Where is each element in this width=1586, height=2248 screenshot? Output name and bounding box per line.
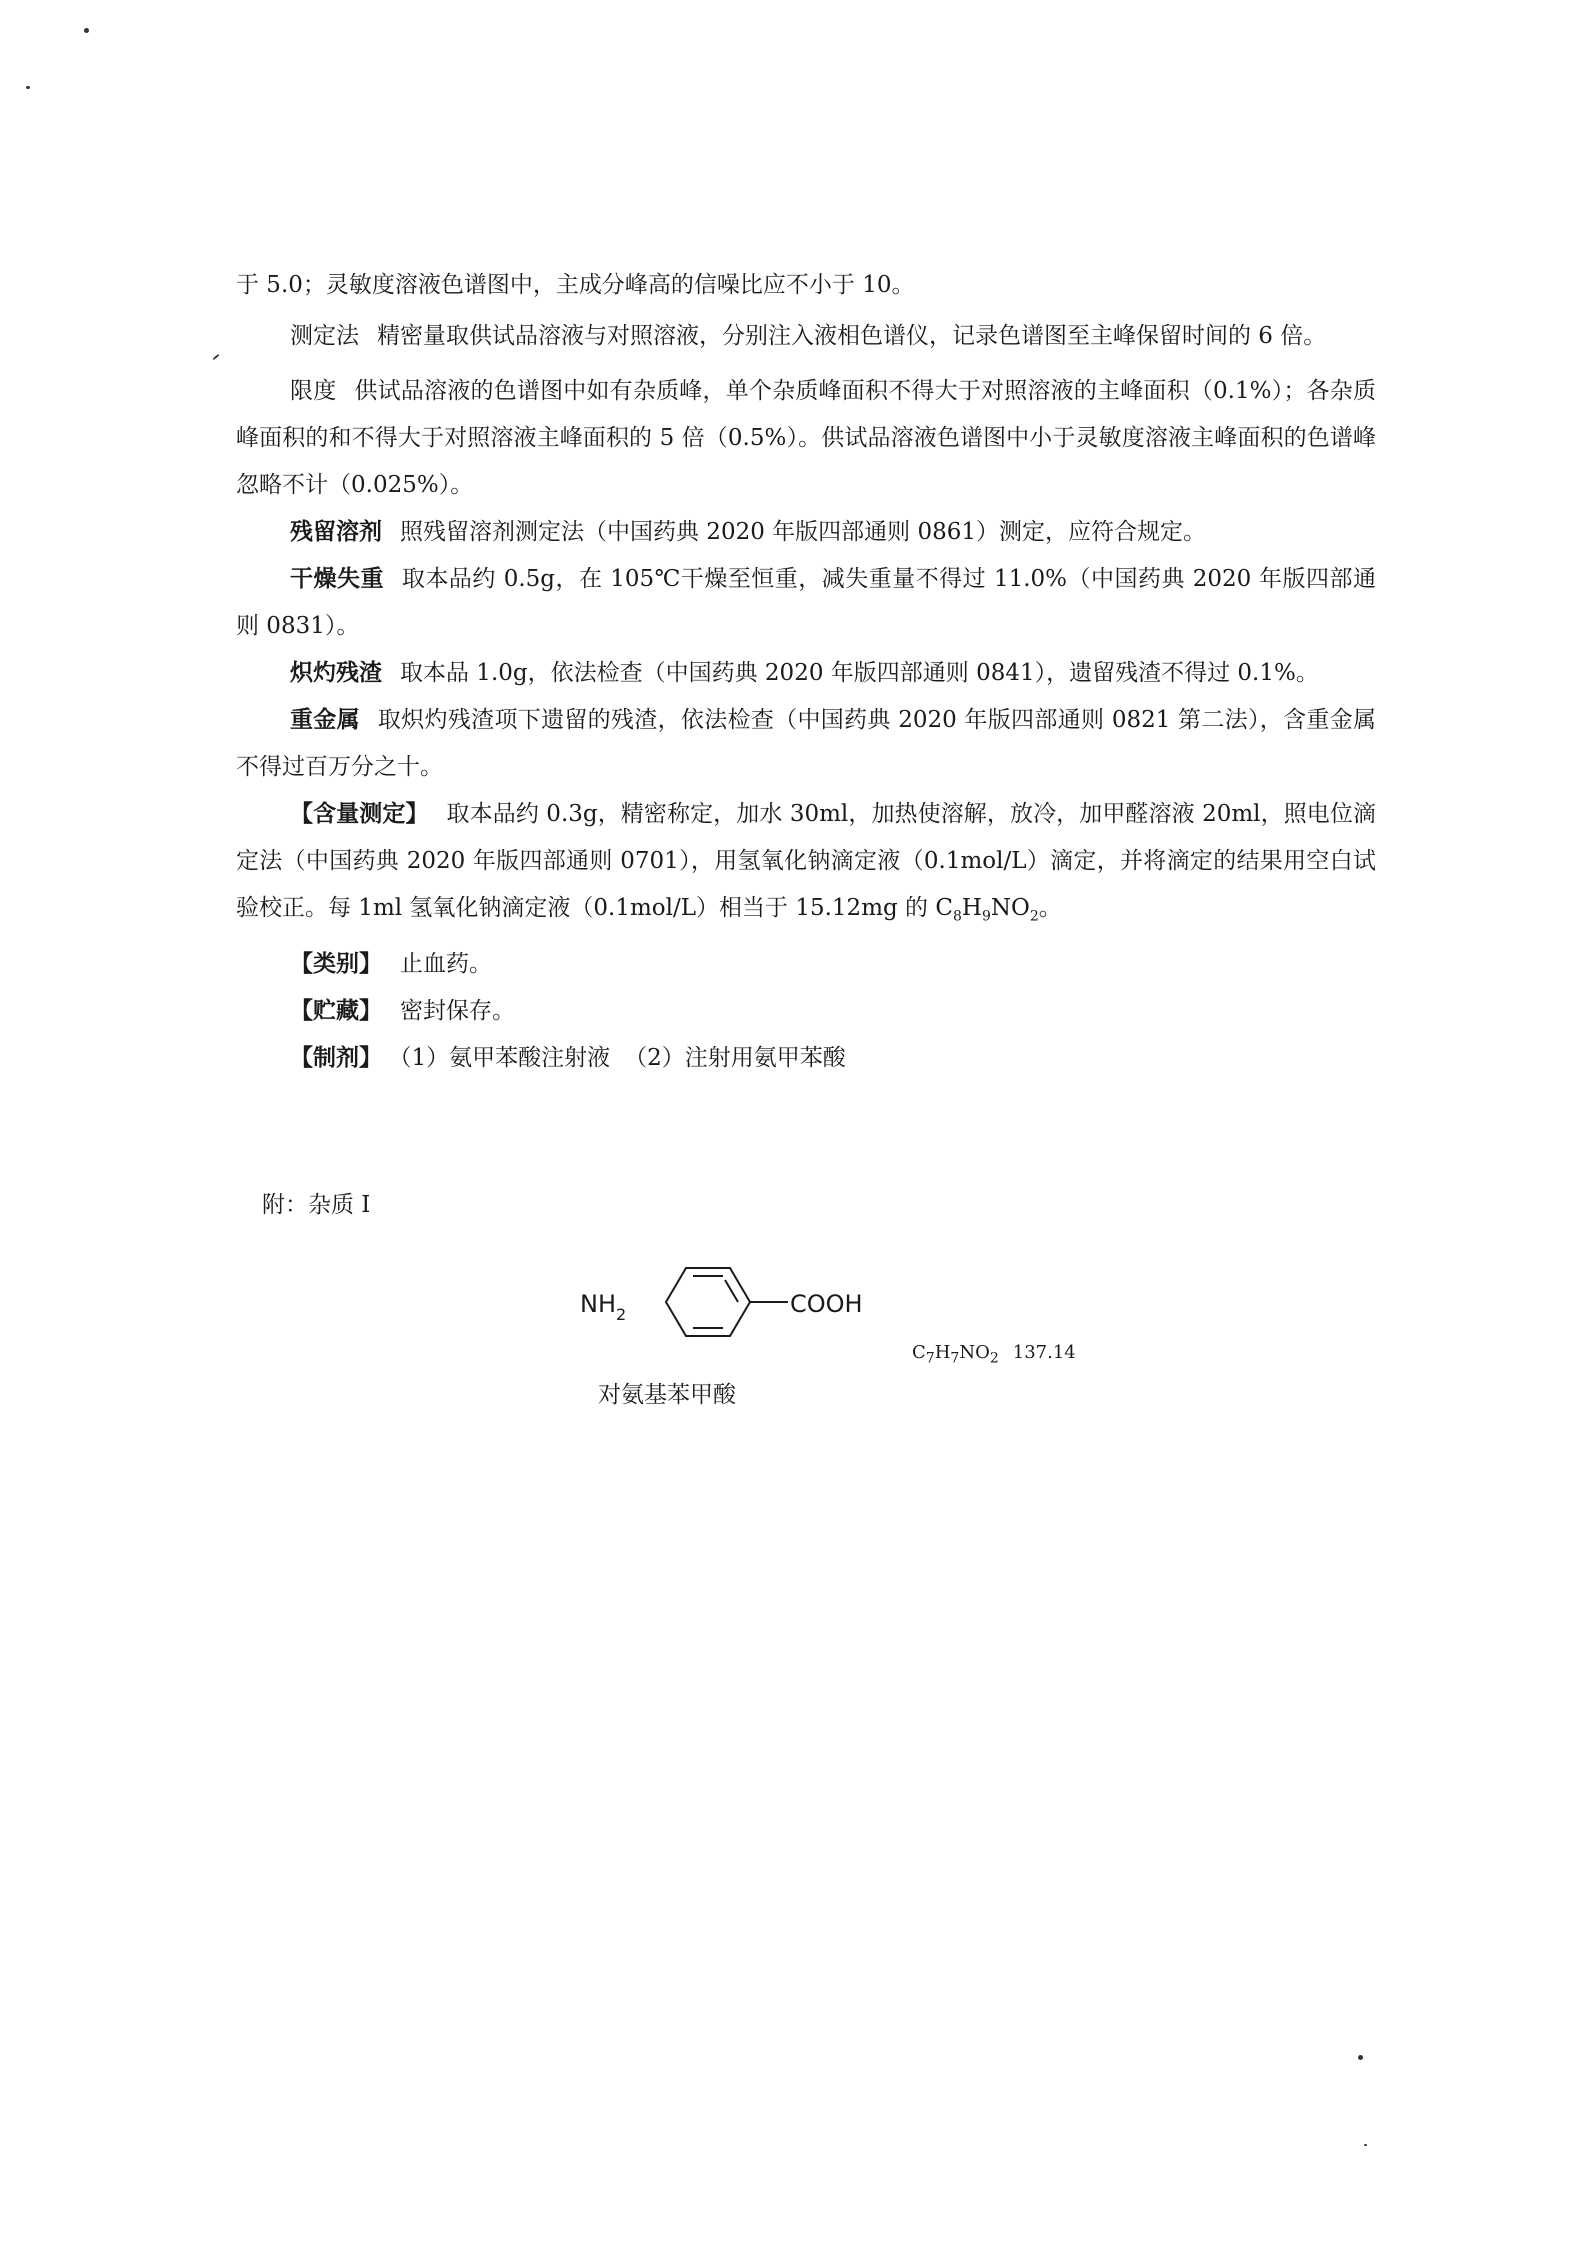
paragraph-label: 残留溶剂: [290, 519, 382, 545]
formula-o: O: [1010, 895, 1030, 921]
paragraph-residue-on-ignition: [236, 650, 1376, 697]
formula-h: H: [961, 895, 982, 921]
formula-o-count: 2: [989, 1350, 999, 1367]
paragraph-limit: [236, 368, 1376, 509]
paragraph-text: 密封保存。: [400, 997, 515, 1024]
paragraph-label: 测定法: [290, 323, 359, 349]
formula-end: 。: [1038, 895, 1062, 921]
preparation-2: （2）注射用氨甲苯酸: [624, 1044, 846, 1071]
paragraph-text: 取本品约 0.5g，在 105℃干燥至恒重，减失重量不得过 11.0%（中国药典 2020 年版四部通则 0831）。: [236, 566, 1377, 639]
paragraph-label: 【类别】: [290, 950, 382, 977]
paragraph-category: [236, 941, 1376, 988]
paragraph-label: 炽灼残渣: [290, 660, 382, 686]
formula-h-count: 7: [950, 1350, 960, 1367]
amino-group: [580, 1290, 626, 1324]
formula-n: N: [990, 895, 1011, 921]
scan-speck: [212, 354, 219, 361]
paragraph-heavy-metals: [236, 697, 1376, 791]
paragraph-continuation: [236, 262, 1376, 309]
paragraph-text: 取本品 1.0g，依法检查（中国药典 2020 年版四部通则 0841），遗留残渣不得过 0.1%。: [400, 660, 1319, 686]
formula-o-count: 2: [1029, 908, 1039, 925]
paragraph-label: 限度: [290, 378, 337, 404]
scan-speck: [1358, 2055, 1363, 2060]
formula-c-count: 7: [925, 1350, 935, 1367]
formula-c: C: [912, 1342, 926, 1363]
paragraph-text: 照残留溶剂测定法（中国药典 2020 年版四部通则 0861）测定，应符合规定。: [400, 519, 1206, 545]
molecular-weight: 137.14: [1012, 1342, 1076, 1363]
preparation-1: （1）氨甲苯酸注射液: [400, 1044, 611, 1071]
impurity-formula: [912, 1342, 1076, 1367]
paragraph-text: 取本品约 0.3g，精密称定，加水 30ml，加热使溶解，放冷，加甲醛溶液 20ml，照电位滴定法（中国药典 2020 年版四部通则 0701），用氢氧化钠滴定液（0.1mol/L）滴定，并将滴定的结果用空白试验校正。每 1ml 氢氧化钠滴定液（0.1mol/L）相当于 15.12mg 的: [236, 801, 1376, 921]
paragraph-text: 止血药。: [400, 950, 492, 977]
paragraph-preparations: [236, 1035, 1376, 1082]
formula-no: NO: [959, 1342, 990, 1363]
scan-speck: [26, 86, 30, 89]
formula-h-count: 9: [981, 908, 991, 925]
attachment-label: 附：杂质 I: [262, 1192, 371, 1218]
paragraph-label: 【贮藏】: [290, 997, 382, 1024]
paragraph-loss-on-drying: [236, 556, 1376, 650]
paragraph-storage: [236, 988, 1376, 1035]
paragraph-text: 供试品溶液的色谱图中如有杂质峰，单个杂质峰面积不得大于对照溶液的主峰面积（0.1%）；各杂质峰面积的和不得大于对照溶液主峰面积的 5 倍（0.5%）。供试品溶液色谱图中小于灵敏度溶液主峰面积的色谱峰忽略不计（0.025%）。: [236, 378, 1377, 498]
formula-c: C: [935, 895, 953, 921]
scan-speck: [1364, 2144, 1367, 2146]
paragraph-text: 取炽灼残渣项下遗留的残渣，依法检查（中国药典 2020 年版四部通则 0821 第二法），含重金属不得过百万分之十。: [236, 707, 1376, 780]
paragraph-label: 重金属: [290, 707, 360, 733]
carboxyl-group: COOH: [790, 1290, 863, 1318]
paragraph-assay: [236, 791, 1376, 941]
paragraph-label: 【含量测定】: [290, 801, 429, 827]
formula-h: H: [934, 1342, 951, 1363]
paragraph-text: 精密量取供试品溶液与对照溶液，分别注入液相色谱仪，记录色谱图至主峰保留时间的 6 倍。: [377, 323, 1327, 349]
paragraph-label: 干燥失重: [290, 566, 384, 592]
paragraph-residual-solvent: [236, 509, 1376, 556]
formula-c-count: 8: [952, 908, 962, 925]
amino-subscript: 2: [616, 1305, 627, 1324]
amino-nh: NH: [580, 1290, 616, 1318]
paragraph-text: 于 5.0；灵敏度溶液色谱图中，主成分峰高的信噪比应不小于 10。: [236, 272, 915, 298]
body-text: [236, 262, 1376, 1082]
paragraph-label: 【制剂】: [290, 1044, 382, 1071]
paragraph-assay-method: [236, 313, 1376, 360]
chemical-structure: [580, 1260, 900, 1350]
compound-name: 对氨基苯甲酸: [598, 1382, 736, 1408]
scan-speck: [84, 28, 89, 33]
molecular-formula: [935, 895, 1062, 925]
ring-double-bond: [725, 1280, 738, 1302]
